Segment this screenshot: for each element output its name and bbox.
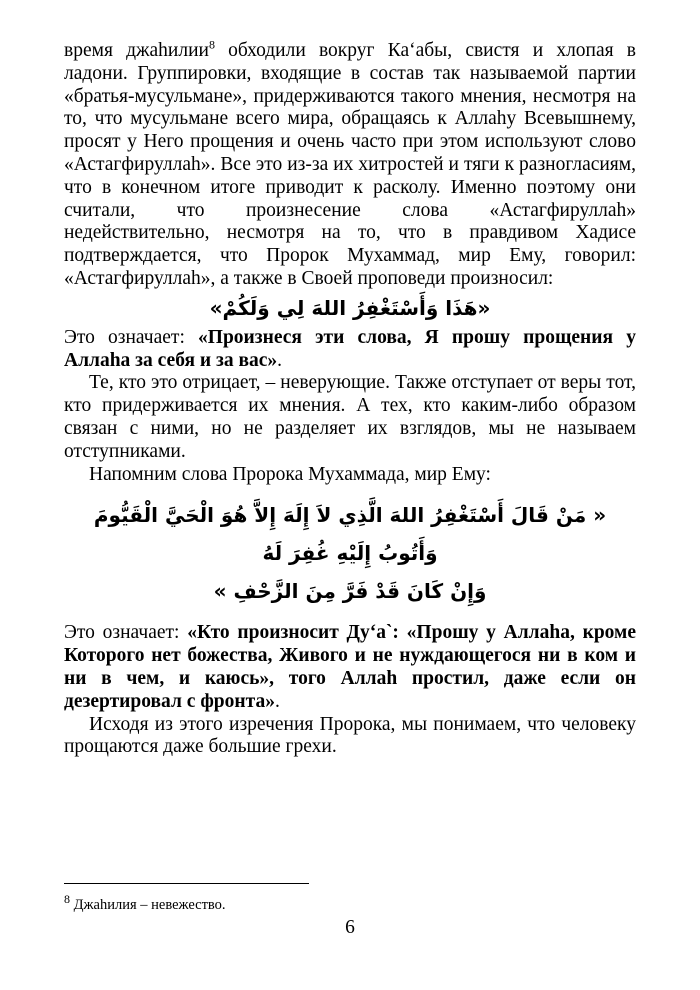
paragraph-4: Исходя из этого изречения Пророка, мы понимаем, что человеку прощаются даже большие грехи.: [64, 713, 636, 758]
paragraph-3: Напомним слова Пророка Мухаммада, мир Ему:: [89, 463, 491, 485]
paragraph-2: Те, кто это отрицает, – неверующие. Также отступает от веры тот, кто придерживается их мнения. А тех, кто каким-либо образом связан с ними, но не разделяет их взглядов, мы не называем отступниками.: [64, 372, 636, 462]
footnote-divider: [64, 883, 309, 884]
arabic-quote-1: «هَذَا وَأَسْتَغْفِرُ اللهَ لِي وَلَكُمْ»: [209, 295, 491, 320]
page-body: [64, 37, 636, 759]
footnote-ref[interactable]: 8: [208, 37, 215, 52]
paragraph-1: время джаhилии$^8$ обходили вокруг Ка‘абы, свистя и хлопая в ладони. Группировки, входящие в состав так называемой партии «братья-мусульмане», придерживаются такого мнения, несмотря на то, что мусульмане всего мира, обращаясь к Аллаhу Всевышнему, просят у Него прощения и очень часто при этом используют слово «Астагфируллаh». Все это из-за их хитростей и тяги к разногласиям, что в конечном итоге приводит к расколу. Именно поэтому они считали, что произнесение слова «Астагфируллаh» недействительно, несмотря на то, что в правдивом Хадисе подтверждается, что Пророк Мухаммад, мир Ему, говорил: «Астагфируллаh», а также в Своей проповеди произносил:: [64, 37, 636, 289]
arabic-quote-2: [64, 496, 636, 610]
arabic-quote-2-line-2: وَإِنْ كَانَ قَدْ فَرَّ مِنَ الزَّحْفِ »: [213, 579, 487, 604]
arabic-quote-2-line-1: « مَنْ قَالَ أَسْتَغْفِرُ اللهَ الَّذِي لاَ إِلَهَ إِلاَّ هُوَ الْحَيَّ الْقَيُّومَ وَأَتُوبُ إِلَيْهِ غُفِرَ لَهُ: [93, 503, 607, 566]
meaning-2: Это означает: «Кто произносит Ду‘а`: «Прошу у Аллаhа, кроме Которого нет божества, Живого и не нуждающегося ни в ком и ни в чем, и каюсь», того Аллаh простил, даже если он дезертировал с фронта».: [64, 622, 636, 712]
meaning-1: Это означает: «Произнеся эти слова, Я прошу прощения у Аллаhа за себя и за вас».: [64, 326, 636, 371]
footnote: $^8$ Джаhилия – невежество.: [64, 892, 226, 913]
page-number: 6: [345, 917, 355, 938]
